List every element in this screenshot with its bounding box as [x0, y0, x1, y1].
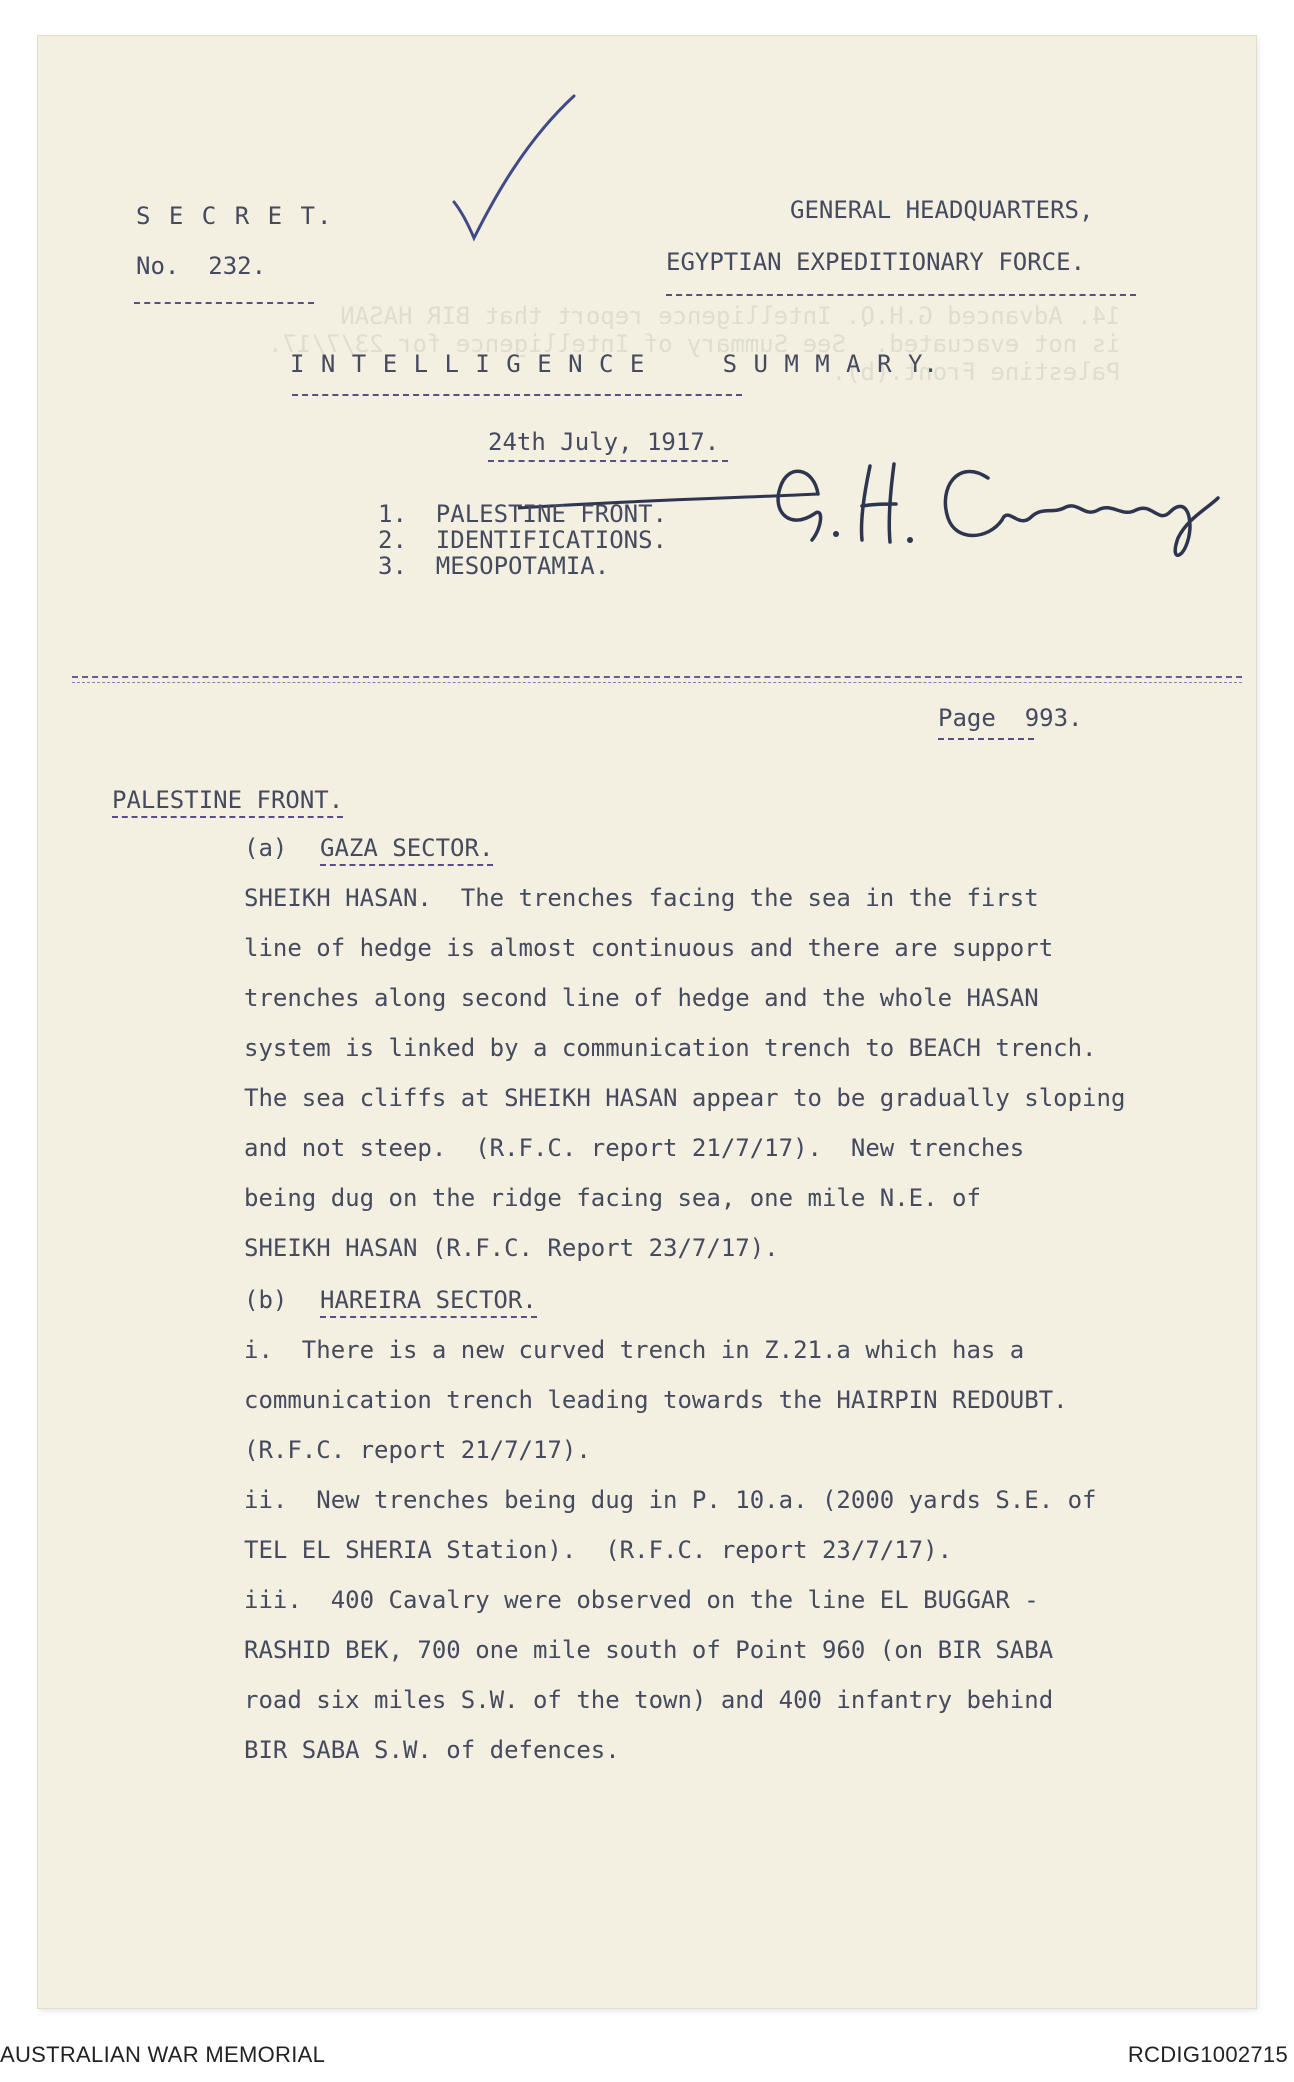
document-date: 24th July, 1917. — [488, 428, 720, 456]
gaza-title: GAZA SECTOR. — [320, 834, 493, 866]
check-mark-icon — [448, 92, 578, 242]
separator-rule-secondary — [72, 682, 1242, 683]
gaza-line-8: SHEIKH HASAN (R.F.C. Report 23/7/17). — [244, 1234, 779, 1262]
page-number-underline — [938, 738, 1034, 740]
title-underline — [292, 394, 742, 396]
hareira-line-6: iii. 400 Cavalry were observed on the line EL BUGGAR - — [244, 1586, 1039, 1614]
secret-label: S E C R E T. — [136, 202, 334, 230]
separator-rule — [72, 676, 1242, 678]
hq-line-2: EGYPTIAN EXPEDITIONARY FORCE. — [666, 248, 1086, 276]
footer-record-id: RCDIG1002715 — [1127, 2042, 1288, 2067]
hareira-line-7: RASHID BEK, 700 one mile south of Point 960 (on BIR SABA — [244, 1636, 1054, 1664]
contents-item-2: 2. IDENTIFICATIONS. — [378, 526, 667, 554]
page-number: Page 993. — [938, 704, 1083, 732]
gaza-line-1: SHEIKH HASAN. The trenches facing the sea in the first — [244, 884, 1039, 912]
gaza-line-7: being dug on the ridge facing sea, one mile N.E. of — [244, 1184, 981, 1212]
document-title: I N T E L L I G E N C E S U M M A R Y. — [290, 350, 939, 378]
gaza-line-3: trenches along second line of hedge and the whole HASAN — [244, 984, 1039, 1012]
hareira-line-8: road six miles S.W. of the town) and 400 infantry behind — [244, 1686, 1054, 1714]
number-underline — [134, 302, 314, 304]
gaza-line-6: and not steep. (R.F.C. report 21/7/17). New trenches — [244, 1134, 1025, 1162]
gaza-line-4: system is linked by a communication trench to BEACH trench. — [244, 1034, 1097, 1062]
hareira-line-9: BIR SABA S.W. of defences. — [244, 1736, 620, 1764]
gaza-line-5: The sea cliffs at SHEIKH HASAN appear to be gradually sloping — [244, 1084, 1126, 1112]
document-number: No. 232. — [136, 252, 267, 280]
hareira-line-5: TEL EL SHERIA Station). (R.F.C. report 23/7/17). — [244, 1536, 953, 1564]
section-heading: PALESTINE FRONT. — [112, 786, 343, 818]
footer-archive-name: AUSTRALIAN WAR MEMORIAL — [0, 2042, 326, 2067]
hareira-title: HAREIRA SECTOR. — [320, 1286, 537, 1318]
hareira-line-1: i. There is a new curved trench in Z.21.a which has a — [244, 1336, 1025, 1364]
hareira-line-3: (R.F.C. report 21/7/17). — [244, 1436, 591, 1464]
hq-underline — [666, 294, 1136, 296]
gaza-line-2: line of hedge is almost continuous and there are support — [244, 934, 1054, 962]
hareira-label: (b) — [244, 1286, 288, 1314]
hareira-line-2: communication trench leading towards the HAIRPIN REDOUBT. — [244, 1386, 1068, 1414]
hq-line-1: GENERAL HEADQUARTERS, — [790, 196, 1094, 224]
gaza-label: (a) — [244, 834, 288, 862]
document-page — [38, 36, 1256, 2008]
bleed-through-text: 14. Advanced G.H.Q. Intelligence report that BIR HASAN is not evacuated. See Summary of Intelligence for 23/7/17. Palestine Front.(b). — [268, 302, 1121, 386]
contents-item-3: 3. MESOPOTAMIA. — [378, 552, 610, 580]
hareira-line-4: ii. New trenches being dug in P. 10.a. (2000 yards S.E. of — [244, 1486, 1097, 1514]
contents-item-1: 1. PALESTINE FRONT. — [378, 500, 667, 528]
